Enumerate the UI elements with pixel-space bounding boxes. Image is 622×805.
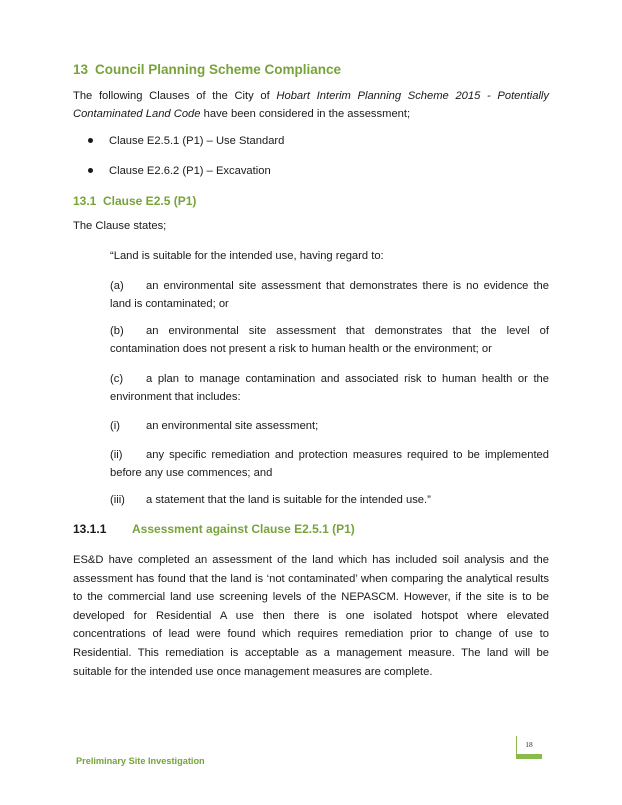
quote-item (110, 370, 549, 406)
section-title: Council Planning Scheme Compliance (95, 62, 342, 77)
intro-paragraph (73, 87, 549, 123)
intro-text-after: have been considered in the assessment; (200, 108, 411, 120)
list-item (73, 135, 284, 147)
quote-item-text: any specific remediation and protection measures required to be implemented before any use commences; and (110, 449, 549, 479)
quote-item-label: (a) (110, 280, 124, 292)
quote-item (110, 446, 549, 482)
section-number: 13 (73, 62, 89, 77)
section-heading (73, 62, 341, 77)
list-item-text: Clause E2.6.2 (P1) – Excavation (109, 165, 271, 177)
footer-label: Preliminary Site Investigation (76, 756, 205, 766)
quote-item-text: an environmental site assessment that demonstrates there is no evidence the land is contaminated; or (110, 280, 549, 310)
bullet-icon (88, 168, 93, 173)
page-number-box (516, 736, 542, 760)
quote-item-label: (b) (110, 325, 124, 337)
quote-opening: “Land is suitable for the intended use, having regard to: (110, 250, 384, 262)
subsection-heading (73, 194, 196, 208)
planning-scheme-name: Hobart Interim Planning Scheme 2015 - Potentially Contaminated Land Code (73, 90, 550, 120)
clause-states-text: The Clause states; (73, 220, 167, 232)
quote-item (110, 322, 549, 358)
quote-item-text: an environmental site assessment; (146, 420, 319, 432)
assessment-paragraph: ES&D have completed an assessment of the land which has included soil analysis and the assessment has found that the land is ‘not contaminated’ when comparing the analytical results to the commercial land use screening levels of the NEPASCM. However, if the site is to be developed for Residential A use then there is one isolated hotspot where elevated concentrations of lead were found which requires remediation prior to change of use to Residential. This remediation is acceptable as a management measure. The land will be suitable for the intended use once management measures are complete. (73, 554, 549, 678)
subsubsection-title: Assessment against Clause E2.5.1 (P1) (132, 522, 355, 536)
list-item (73, 165, 271, 177)
subsection-number: 13.1 (73, 194, 97, 208)
page-number: 18 (525, 740, 533, 749)
subsubsection-heading (73, 522, 355, 536)
quote-item (110, 417, 549, 435)
quote-item-label: (i) (110, 420, 120, 432)
intro-text-before: The following Clauses of the City of (73, 90, 277, 102)
subsubsection-number: 13.1.1 (73, 522, 107, 536)
subsection-title: Clause E2.5 (P1) (103, 194, 197, 208)
quote-item-label: (ii) (110, 449, 123, 461)
quote-item (110, 277, 549, 313)
list-item-text: Clause E2.5.1 (P1) – Use Standard (109, 135, 285, 147)
quote-item-label: (c) (110, 373, 124, 385)
bullet-icon (88, 138, 93, 143)
quote-item-label: (iii) (110, 494, 125, 506)
quote-item (110, 491, 549, 509)
quote-item-text: a statement that the land is suitable for the intended use.” (146, 494, 431, 506)
quote-item-text: a plan to manage contamination and associated risk to human health or the environment that includes: (110, 373, 549, 403)
page-number-bar (516, 754, 542, 759)
quote-item-text: an environmental site assessment that demonstrates that the level of contamination does not present a risk to human health or the environment; or (110, 325, 549, 355)
